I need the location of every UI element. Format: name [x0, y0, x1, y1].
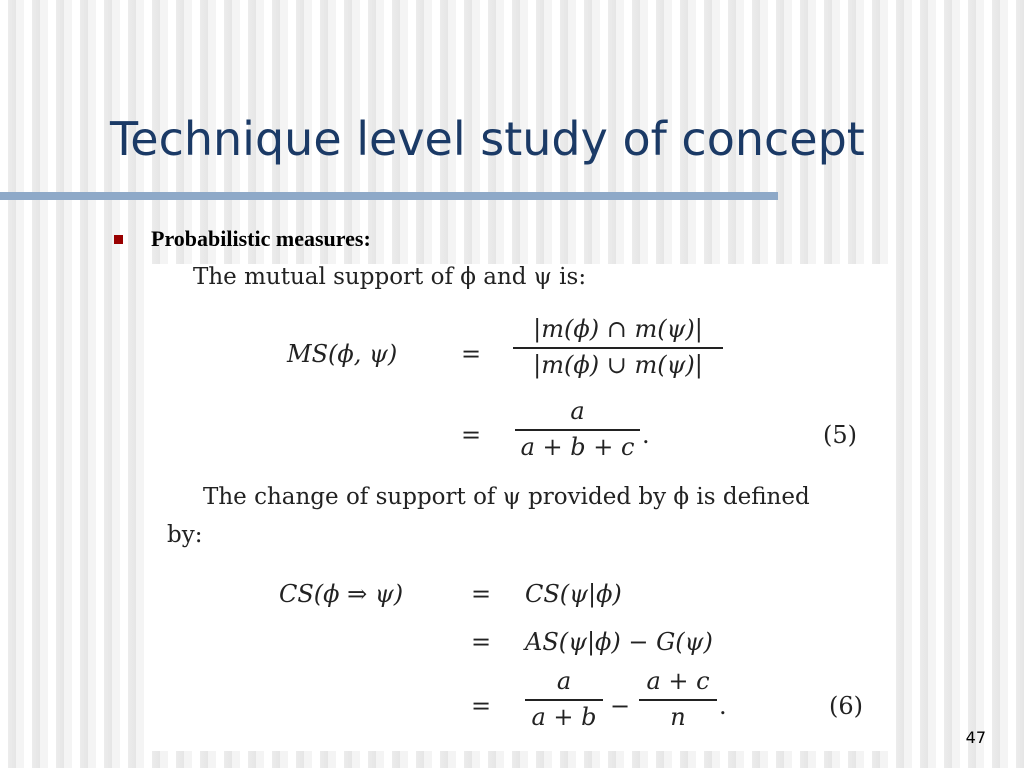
cs-f1-numerator: a — [556, 667, 572, 695]
ms-equals-1: = — [461, 340, 482, 368]
ms-numerator: |m(ϕ) ∩ m(ψ)| — [533, 315, 703, 343]
cs-equals-3: = — [471, 692, 492, 720]
ms2-denominator: a + b + c — [520, 432, 635, 461]
cs-fraction-1 — [525, 668, 603, 731]
bullet-text: Probabilistic measures: — [151, 226, 371, 251]
cs-f1-fraction-bar — [525, 699, 603, 701]
cs-f1-denominator: a + b — [531, 702, 597, 731]
square-bullet-icon — [114, 235, 123, 244]
cs-f2-numerator: a + c — [646, 667, 710, 695]
ms-period: . — [642, 421, 650, 449]
ms-fraction-1 — [513, 316, 723, 379]
cs-equals-2: = — [471, 628, 492, 656]
ms-fraction-bar — [513, 347, 723, 349]
cs-fraction-2 — [639, 668, 717, 731]
ms-lhs: MS(ϕ, ψ) — [287, 340, 398, 368]
change-of-support-intro: The change of support of ψ provided by ϕ is defined — [203, 484, 810, 510]
bullet-item — [114, 226, 371, 252]
change-of-support-intro-cont: by: — [167, 522, 203, 548]
cs-period: . — [719, 692, 727, 720]
slide-title: Technique level study of concept — [110, 112, 865, 166]
cs-minus-sign: − — [610, 692, 631, 720]
ms-denominator: |m(ϕ) ∪ m(ψ)| — [533, 350, 703, 379]
title-divider — [0, 192, 778, 200]
ms2-numerator: a — [570, 397, 585, 425]
equation-number-5: (5) — [823, 421, 857, 449]
cs-f2-fraction-bar — [639, 699, 717, 701]
ms-equals-2: = — [461, 421, 482, 449]
page-number: 47 — [965, 728, 986, 747]
ms-fraction-2 — [515, 398, 640, 461]
equation-panel — [145, 264, 888, 751]
cs-rhs-1: CS(ψ|ϕ) — [525, 580, 622, 608]
cs-f2-denominator: n — [670, 702, 686, 731]
cs-lhs: CS(ϕ ⇒ ψ) — [279, 580, 404, 608]
cs-equals-1: = — [471, 580, 492, 608]
cs-rhs-2: AS(ψ|ϕ) − G(ψ) — [525, 628, 713, 656]
ms2-fraction-bar — [515, 429, 640, 431]
mutual-support-intro: The mutual support of ϕ and ψ is: — [193, 264, 587, 290]
equation-number-6: (6) — [829, 692, 863, 720]
